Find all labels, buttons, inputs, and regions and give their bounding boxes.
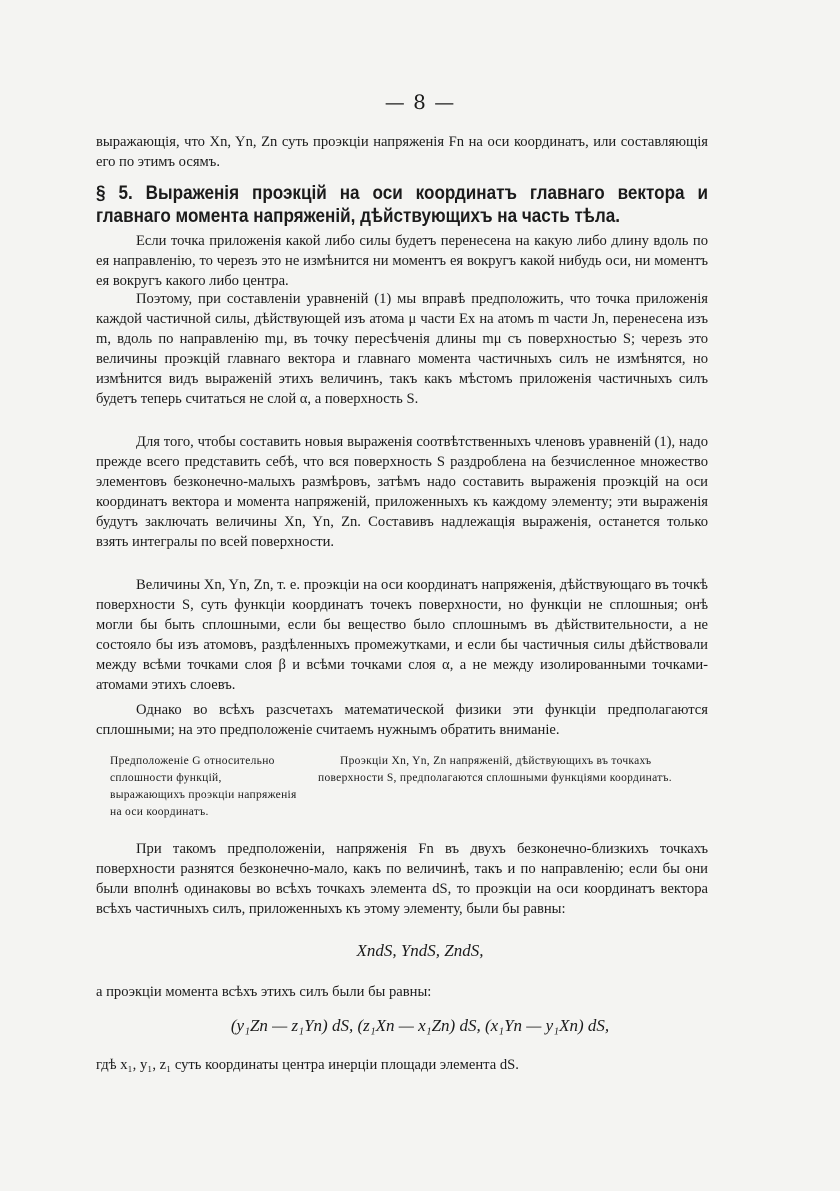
side-note: Предположеніе G относительно сплошности функцій, выражающихъ проэкціи напряженія на оси координатъ. xyxy=(110,755,297,818)
paragraph-5: Величины Xn, Yn, Zn, т. е. проэкціи на оси координатъ напряженія, дѣйствующаго въ точкѣ поверхности S, суть функціи координатъ точекъ поверхности, но функціи не сплошныя; онѣ могли бы быть сплошными, если бы вещество было сплошнымъ въ дѣйствительности, а не состояло бы изъ атомовъ, раздѣленныхъ промежутками, и если бы частичныя силы дѣйствовали между всѣми точками слоя β и всѣми точками слоя α, а не между изолированными точками-атомами этихъ слоевъ. xyxy=(96,577,708,693)
formula-moment: (y₁Zn — z₁Yn) dS, (z₁Xn — x₁Zn) dS, (x₁Yn — y₁Xn) dS, xyxy=(230,1016,610,1035)
section-heading: § 5. Выраженія проэкцій на оси координатъ главнаго вектора и главнаго момента напряженій, дѣйствующихъ на часть тѣла. xyxy=(96,183,708,227)
margin-summary: Проэкціи Xn, Yn, Zn напряженій, дѣйствующихъ въ точкахъ поверхности S, предполагаются сплошными функціями координатъ. xyxy=(318,755,672,784)
paragraph-9: гдѣ x₁, y₁, z₁ суть координаты центра инерціи площади элемента dS. xyxy=(96,1057,519,1073)
paragraph-6: Однако во всѣхъ разсчетахъ математической физики эти функціи предполагаются сплошными; на это предположеніе считаемъ нужнымъ обратить вниманіе. xyxy=(96,702,708,738)
formula-vector: XndS, YndS, ZndS, xyxy=(356,941,484,960)
paragraph-7: При такомъ предположеніи, напряженія Fn въ двухъ безконечно-близкихъ точкахъ поверхности разнятся безконечно-мало, какъ по величинѣ, такъ и по направленію; если бы они были вполнѣ одинаковы во всѣхъ точкахъ элемента dS, то проэкціи на оси координатъ вектора всѣхъ частичныхъ силъ, приложенныхъ къ этому элементу, были бы равны: xyxy=(96,841,708,917)
paragraph-2: Если точка приложенія какой либо силы будетъ перенесена на какую либо длину вдоль по ея направленію, то черезъ это не измѣнится ни моментъ ея вокругъ какой нибудь оси, ни моментъ ея вокругъ какого либо центра. xyxy=(96,233,708,289)
page-number: — 8 — xyxy=(384,90,456,114)
paragraph-1: выражающія, что Xn, Yn, Zn суть проэкціи напряженія Fn на оси координатъ, или составляющія его по этимъ осямъ. xyxy=(96,134,708,170)
paragraph-3: Поэтому, при составленіи уравненій (1) мы вправѣ предположить, что точка приложенія каждой частичной силы, дѣйствующей изъ атома μ части Ex на атомъ m части Jn, перенесена изъ m, вдоль по направленію mμ, въ точку пересѣченія длины mμ съ поверхностью S; черезъ это величины проэкцій главнаго вектора и главнаго момента частичныхъ силъ не измѣнятся, но измѣнится видъ выраженій этихъ величинъ, такъ какъ мѣстомъ приложенія частичныхъ силъ будетъ теперь считаться не слой α, а поверхность S. xyxy=(96,291,708,407)
paragraph-8: а проэкціи момента всѣхъ этихъ силъ были бы равны: xyxy=(96,984,432,1000)
paragraph-4: Для того, чтобы составить новыя выраженія соотвѣтственныхъ членовъ уравненій (1), надо прежде всего представить себѣ, что вся поверхность S раздроблена на безчисленное множество элементовъ безконечно-малыхъ размѣровъ, затѣмъ надо составить выраженія проэкцій на оси координатъ вектора и момента напряженій, приложенныхъ къ каждому элементу; эти выраженія будутъ заключать величины Xn, Yn, Zn. Составивъ надлежащія выраженія, останется только взять интегралы по всей поверхности. xyxy=(96,434,708,550)
